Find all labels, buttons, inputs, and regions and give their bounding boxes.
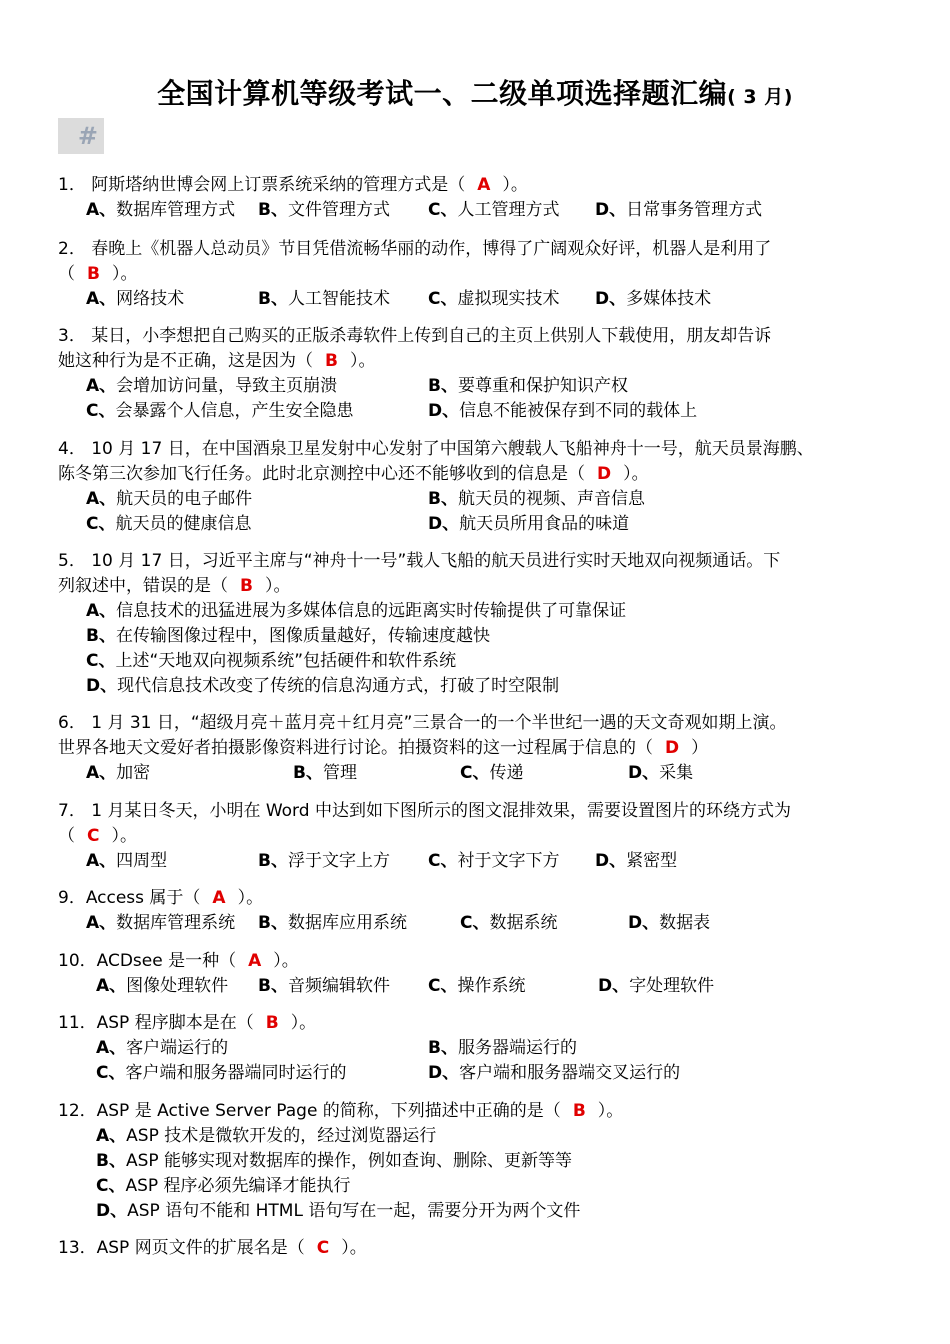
question-text-line bbox=[58, 1011, 908, 1035]
option-text: 数据表 bbox=[659, 913, 711, 933]
option-c bbox=[86, 399, 353, 424]
option-letter: D、 bbox=[628, 763, 660, 783]
option-letter: A、 bbox=[96, 1038, 127, 1058]
option-text: ASP 语句不能和 HTML 语句写在一起，需要分开为两个文件 bbox=[127, 1201, 581, 1221]
option-row bbox=[58, 599, 908, 624]
question-text-end: ）。 bbox=[264, 576, 291, 596]
option-letter: C、 bbox=[86, 401, 116, 421]
option-text: 数据系统 bbox=[489, 913, 558, 933]
question-text: 1． 阿斯塔纳世博会网上订票系统采纳的管理方式是（ bbox=[58, 175, 466, 195]
option-text: 人工管理方式 bbox=[457, 200, 560, 220]
option-text: ASP 技术是微软开发的，经过浏览器运行 bbox=[126, 1126, 437, 1146]
option-c bbox=[428, 198, 559, 223]
option-row bbox=[58, 1061, 908, 1086]
question-text: 世界各地天文爱好者拍摄影像资料进行讨论。拍摄资料的这一过程属于信息的（ bbox=[58, 738, 653, 758]
question-text: 13．ASP 网页文件的扩展名是（ bbox=[58, 1238, 305, 1258]
question-text: （ bbox=[58, 826, 75, 846]
option-row bbox=[58, 399, 908, 424]
option-text: 虚拟现实技术 bbox=[457, 289, 560, 309]
option-text: 文件管理方式 bbox=[287, 200, 390, 220]
option-row bbox=[58, 1036, 908, 1061]
option-text: 浮于文字上方 bbox=[287, 851, 390, 871]
option-d bbox=[595, 198, 762, 223]
answer-letter: A bbox=[212, 888, 226, 908]
option-letter: D、 bbox=[595, 289, 627, 309]
question-text: 6． 1 月 31 日，“超级月亮＋蓝月亮＋红月亮”三景合一的一个半世纪一遇的天文奇观如期上演。 bbox=[58, 713, 787, 733]
option-letter: A、 bbox=[86, 489, 117, 509]
option-row bbox=[58, 649, 908, 674]
option-letter: D、 bbox=[428, 401, 460, 421]
question-text-line bbox=[58, 799, 908, 823]
option-letter: D、 bbox=[595, 200, 627, 220]
question-text-end: ）。 bbox=[111, 826, 137, 846]
option-text: 客户端和服务器端同时运行的 bbox=[125, 1063, 347, 1083]
option-b bbox=[258, 849, 390, 874]
question-text: 12．ASP 是 Active Server Page 的简称，下列描述中正确的是（ bbox=[58, 1101, 561, 1121]
option-d bbox=[86, 674, 559, 699]
option-b bbox=[428, 374, 628, 399]
option-text: 四周型 bbox=[116, 851, 168, 871]
question-text: 列叙述中，错误的是（ bbox=[58, 576, 228, 596]
option-text: 要尊重和保护知识产权 bbox=[457, 376, 628, 396]
option-d bbox=[628, 761, 693, 786]
option-text: 服务器端运行的 bbox=[457, 1038, 577, 1058]
answer-letter: B bbox=[265, 1013, 279, 1033]
question-text-end: ）。 bbox=[502, 175, 528, 195]
option-letter: B、 bbox=[258, 200, 288, 220]
answer-letter: B bbox=[87, 264, 100, 284]
question-text-line bbox=[58, 349, 908, 373]
option-text: ASP 能够实现对数据库的操作，例如查询、删除、更新等等 bbox=[125, 1151, 573, 1171]
question-2 bbox=[58, 237, 908, 312]
title-suffix: ( 3 月) bbox=[727, 86, 793, 108]
question-text-end: ）。 bbox=[623, 464, 649, 484]
option-letter: A、 bbox=[86, 289, 117, 309]
option-b bbox=[428, 1036, 577, 1061]
option-c bbox=[86, 649, 456, 674]
option-text: 数据库应用系统 bbox=[287, 913, 407, 933]
option-letter: B、 bbox=[96, 1151, 126, 1171]
option-text: 航天员的电子邮件 bbox=[116, 489, 253, 509]
option-row bbox=[58, 974, 908, 999]
option-text: 上述“天地双向视频系统”包括硬件和软件系统 bbox=[115, 651, 457, 671]
question-text-line bbox=[58, 262, 908, 286]
option-row bbox=[58, 374, 908, 399]
option-row bbox=[58, 512, 908, 537]
question-text-line bbox=[58, 736, 908, 760]
question-text-line bbox=[58, 173, 908, 197]
option-text: 会暴露个人信息，产生安全隐患 bbox=[115, 401, 354, 421]
question-5 bbox=[58, 549, 908, 699]
option-letter: C、 bbox=[96, 1063, 126, 1083]
option-letter: A、 bbox=[86, 376, 117, 396]
question-text-line bbox=[58, 549, 908, 573]
question-6 bbox=[58, 711, 908, 786]
question-text-line bbox=[58, 711, 908, 735]
option-letter: C、 bbox=[86, 514, 116, 534]
option-c bbox=[96, 1061, 346, 1086]
option-letter: B、 bbox=[428, 376, 458, 396]
question-8 bbox=[58, 886, 908, 936]
option-letter: D、 bbox=[86, 676, 118, 696]
question-10 bbox=[58, 1011, 908, 1086]
question-11 bbox=[58, 1099, 908, 1224]
question-text: 10．ACDsee 是一种（ bbox=[58, 951, 237, 971]
option-letter: A、 bbox=[96, 1126, 127, 1146]
option-text: 航天员所用食品的味道 bbox=[459, 514, 630, 534]
question-text-end: ）。 bbox=[273, 951, 299, 971]
option-b bbox=[293, 761, 357, 786]
option-text: 人工智能技术 bbox=[287, 289, 390, 309]
option-letter: D、 bbox=[628, 913, 660, 933]
anchor-mark: # bbox=[58, 118, 104, 154]
question-text-line bbox=[58, 1099, 908, 1123]
answer-letter: C bbox=[87, 826, 100, 846]
option-d bbox=[595, 849, 677, 874]
question-text-line bbox=[58, 324, 908, 348]
question-7 bbox=[58, 799, 908, 874]
option-text: 管理 bbox=[322, 763, 357, 783]
answer-letter: B bbox=[240, 576, 253, 596]
option-letter: D、 bbox=[595, 851, 627, 871]
question-text: （ bbox=[58, 264, 75, 284]
option-letter: D、 bbox=[428, 514, 460, 534]
option-letter: C、 bbox=[460, 763, 490, 783]
option-c bbox=[460, 761, 523, 786]
option-letter: A、 bbox=[86, 200, 117, 220]
question-text-line bbox=[58, 824, 908, 848]
option-b bbox=[258, 911, 407, 936]
question-text-line bbox=[58, 437, 908, 461]
option-text: 衬于文字下方 bbox=[457, 851, 560, 871]
option-letter: A、 bbox=[86, 913, 117, 933]
option-d bbox=[598, 974, 714, 999]
option-row bbox=[58, 1149, 908, 1174]
question-text-end: ）。 bbox=[597, 1101, 624, 1121]
option-letter: A、 bbox=[86, 601, 117, 621]
option-a bbox=[86, 849, 167, 874]
question-text-end: ）。 bbox=[290, 1013, 317, 1033]
answer-letter: A bbox=[477, 175, 491, 195]
document-title bbox=[0, 72, 950, 112]
option-row bbox=[58, 287, 908, 312]
question-text: 2． 春晚上《机器人总动员》节目凭借流畅华丽的动作，博得了广阔观众好评，机器人是利用了 bbox=[58, 239, 772, 259]
option-letter: C、 bbox=[428, 976, 458, 996]
option-row bbox=[58, 1174, 908, 1199]
option-text: 客户端运行的 bbox=[126, 1038, 229, 1058]
option-text: 多媒体技术 bbox=[626, 289, 712, 309]
option-text: 航天员的视频、声音信息 bbox=[457, 489, 645, 509]
option-a bbox=[96, 1036, 228, 1061]
option-a bbox=[86, 599, 626, 624]
option-text: 现代信息技术改变了传统的信息沟通方式，打破了时空限制 bbox=[117, 676, 560, 696]
option-c bbox=[96, 1174, 351, 1199]
option-row bbox=[58, 761, 908, 786]
question-text: 3． 某日，小李想把自己购买的正版杀毒软件上传到自己的主页上供别人下载使用，朋友却告诉 bbox=[58, 326, 772, 346]
option-letter: B、 bbox=[428, 489, 458, 509]
option-text: 音频编辑软件 bbox=[287, 976, 390, 996]
option-row bbox=[58, 1199, 908, 1224]
option-text: 加密 bbox=[116, 763, 151, 783]
option-b bbox=[258, 198, 390, 223]
option-c bbox=[428, 974, 525, 999]
option-c bbox=[428, 849, 559, 874]
option-letter: D、 bbox=[96, 1201, 128, 1221]
option-text: 客户端和服务器端交叉运行的 bbox=[459, 1063, 681, 1083]
option-d bbox=[428, 1061, 680, 1086]
question-text: 7． 1 月某日冬天，小明在 Word 中达到如下图所示的图文混排效果，需要设置图片的环绕方式为 bbox=[58, 801, 791, 821]
option-c bbox=[428, 287, 559, 312]
option-d bbox=[428, 512, 629, 537]
option-letter: C、 bbox=[428, 289, 458, 309]
question-text-line bbox=[58, 462, 908, 486]
option-text: 传递 bbox=[489, 763, 524, 783]
answer-letter: B bbox=[325, 351, 338, 371]
option-letter: C、 bbox=[460, 913, 490, 933]
option-row bbox=[58, 911, 908, 936]
option-a bbox=[86, 911, 235, 936]
question-text: 11．ASP 程序脚本是在（ bbox=[58, 1013, 254, 1033]
question-12 bbox=[58, 1236, 908, 1261]
option-c bbox=[460, 911, 557, 936]
option-text: 网络技术 bbox=[116, 289, 185, 309]
question-text-line bbox=[58, 574, 908, 598]
option-letter: A、 bbox=[96, 976, 127, 996]
option-text: 在传输图像过程中，图像质量越好，传输速度越快 bbox=[115, 626, 490, 646]
option-letter: B、 bbox=[258, 913, 288, 933]
answer-letter: B bbox=[572, 1101, 586, 1121]
question-text-end: ）。 bbox=[111, 264, 138, 284]
option-row bbox=[58, 674, 908, 699]
option-d bbox=[428, 399, 697, 424]
question-text-line bbox=[58, 237, 908, 261]
question-text: 5． 10 月 17 日，习近平主席与“神舟十一号”载人飞船的航天员进行实时天地双向视频通话。下 bbox=[58, 551, 781, 571]
option-letter: B、 bbox=[258, 851, 288, 871]
option-b bbox=[258, 974, 390, 999]
option-text: 航天员的健康信息 bbox=[115, 514, 252, 534]
option-row bbox=[58, 198, 908, 223]
answer-letter: C bbox=[316, 1238, 330, 1258]
question-text: 陈冬第三次参加飞行任务。此时北京测控中心还不能够收到的信息是（ bbox=[58, 464, 585, 484]
option-row bbox=[58, 624, 908, 649]
option-row bbox=[58, 849, 908, 874]
option-letter: C、 bbox=[428, 200, 458, 220]
option-d bbox=[628, 911, 710, 936]
question-text: 4． 10 月 17 日，在中国酒泉卫星发射中心发射了中国第六艘载人飞船神舟十一号，航天员景海鹏、 bbox=[58, 439, 814, 459]
option-letter: C、 bbox=[96, 1176, 126, 1196]
option-b bbox=[258, 287, 390, 312]
option-text: 字处理软件 bbox=[629, 976, 715, 996]
option-letter: B、 bbox=[258, 976, 288, 996]
question-1 bbox=[58, 173, 908, 223]
option-row bbox=[58, 487, 908, 512]
option-letter: B、 bbox=[293, 763, 323, 783]
option-letter: C、 bbox=[428, 851, 458, 871]
answer-letter: A bbox=[248, 951, 262, 971]
title-main: 全国计算机等级考试一、二级单项选择题汇编 bbox=[157, 77, 728, 110]
option-a bbox=[86, 374, 337, 399]
option-row bbox=[58, 1124, 908, 1149]
option-text: 数据库管理方式 bbox=[116, 200, 236, 220]
question-text-line bbox=[58, 949, 908, 973]
question-text: 9．Access 属于（ bbox=[58, 888, 201, 908]
question-text-end: ）。 bbox=[237, 888, 264, 908]
option-d bbox=[595, 287, 711, 312]
option-d bbox=[96, 1199, 580, 1224]
option-letter: D、 bbox=[598, 976, 630, 996]
option-a bbox=[96, 1124, 436, 1149]
option-text: 会增加访问量，导致主页崩溃 bbox=[116, 376, 338, 396]
answer-letter: D bbox=[665, 738, 680, 758]
question-text-end: ）。 bbox=[349, 351, 376, 371]
question-9 bbox=[58, 949, 908, 999]
option-letter: B、 bbox=[428, 1038, 458, 1058]
option-text: 紧密型 bbox=[626, 851, 678, 871]
option-text: 数据库管理系统 bbox=[116, 913, 236, 933]
question-3 bbox=[58, 324, 908, 424]
option-c bbox=[86, 512, 251, 537]
option-b bbox=[428, 487, 645, 512]
question-text-end: ）。 bbox=[341, 1238, 367, 1258]
option-b bbox=[96, 1149, 572, 1174]
option-letter: A、 bbox=[86, 763, 117, 783]
question-text-line bbox=[58, 886, 908, 910]
option-a bbox=[86, 761, 150, 786]
option-text: 信息不能被保存到不同的载体上 bbox=[459, 401, 698, 421]
option-letter: B、 bbox=[258, 289, 288, 309]
answer-letter: D bbox=[597, 464, 612, 484]
question-text: 她这种行为是不正确，这是因为（ bbox=[58, 351, 313, 371]
option-a bbox=[86, 198, 235, 223]
option-text: 信息技术的迅猛进展为多媒体信息的远距离实时传输提供了可靠保证 bbox=[116, 601, 627, 621]
option-a bbox=[96, 974, 228, 999]
option-a bbox=[86, 487, 252, 512]
option-text: 操作系统 bbox=[457, 976, 526, 996]
option-text: 采集 bbox=[659, 763, 694, 783]
question-text-line bbox=[58, 1236, 908, 1260]
option-a bbox=[86, 287, 184, 312]
option-letter: B、 bbox=[86, 626, 116, 646]
option-text: 图像处理软件 bbox=[126, 976, 229, 996]
option-b bbox=[86, 624, 490, 649]
option-text: 日常事务管理方式 bbox=[626, 200, 763, 220]
question-text-end: ） bbox=[691, 738, 709, 758]
option-letter: A、 bbox=[86, 851, 117, 871]
option-text: ASP 程序必须先编译才能执行 bbox=[125, 1176, 351, 1196]
option-letter: D、 bbox=[428, 1063, 460, 1083]
option-letter: C、 bbox=[86, 651, 116, 671]
question-4 bbox=[58, 437, 908, 537]
